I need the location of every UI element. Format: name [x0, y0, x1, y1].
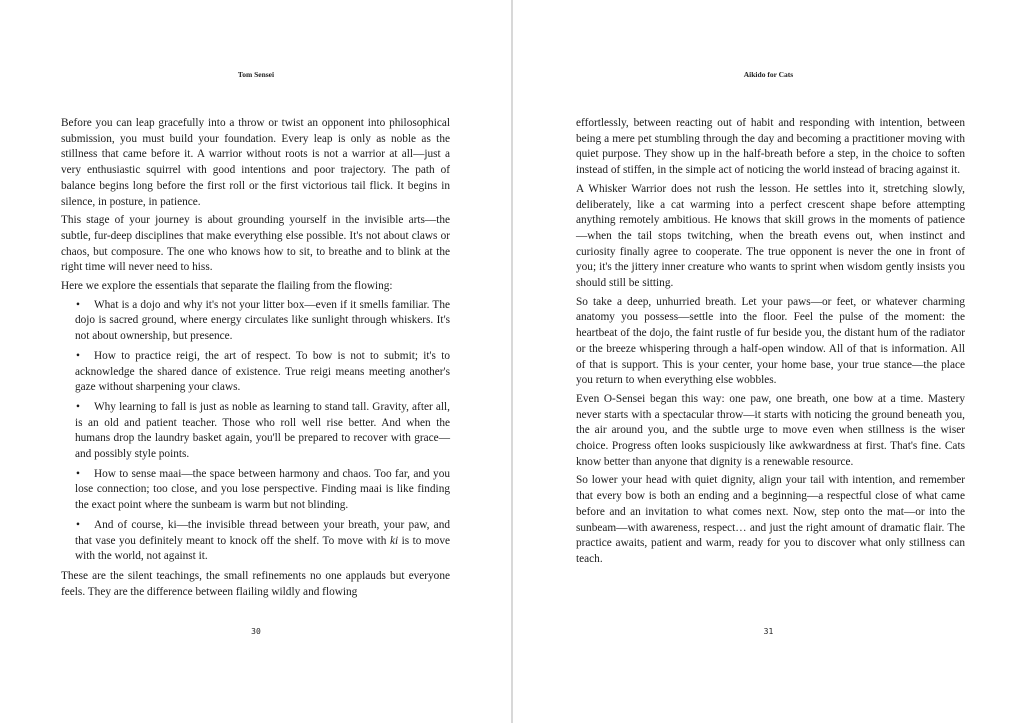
paragraph: So take a deep, unhurried breath. Let your paws—or feet, or whatever charming anatomy you possess—settle into the floor. Feel the pulse of the moment: the heartbeat of the dojo, the faint rustle of fur beside you, the distant hum of the radiator or the breeze whispering through a half-open window. All of that is information. All of that is support. This is your center, your home base, your true stance—the place you return to when everything else wobbles. — [576, 295, 965, 387]
paragraph: So lower your head with quiet dignity, align your tail with intention, and remember that every bow is both an ending and a beginning—a respectful close of what came before and an invitation to what comes next. Now, step onto the mat—or into the sunbeam—with awareness, respect… and just the right amount of dramatic flair. The practice awaits, patient and warm, ready for you to discover what only stillness can teach. — [576, 474, 965, 565]
paragraph: This stage of your journey is about grounding yourself in the invisible arts—the subtle, fur-deep disciplines that make everything else possible. It's not about claws or chaos, but composure. The one who knows how to sit, to breathe and to blink at the right time will never need to hiss. — [61, 214, 450, 274]
ki-text-after: is to move with the world, not against it. — [75, 534, 450, 563]
running-head-title: Aikido for Cats — [743, 70, 794, 79]
running-head-author: Tom Sensei — [237, 70, 275, 79]
list-item: • How to practice reigi, the art of respect. To bow is not to submit; it's to acknowledge the shared dance of existence. True reigi means meeting another's gaze without sharpening your claws. — [75, 349, 450, 394]
paragraph: These are the silent teachings, the small refinements no one applauds but everyone feels. They are the difference between flailing wildly and flowing — [61, 569, 450, 598]
paragraph: A Whisker Warrior does not rush the lesson. He settles into it, stretching slowly, deliberately, like a cat warming into a perfect crescent shape before attempting anything remotely ambitious. He knows that skill grows in the moments of patience—when the tail stops twitching, when the breath evens out, when instinct and curiosity finally agree to cooperate. The true opponent is never the one in front of you; it's the jittery inner creature who wants to sprint when wisdom gently insists you should still be sitting. — [576, 182, 965, 290]
bullet-icon: • — [76, 298, 80, 311]
list-item: • How to sense maai—the space between harmony and chaos. Too far, and you lose connection; too close, and you lose perspective. Finding maai is like finding the exact point where the sunbeam is warm but not blinding. — [75, 467, 450, 512]
right-page — [513, 0, 1024, 723]
bullet-icon: • — [76, 467, 80, 480]
bullet-icon: • — [76, 400, 80, 413]
list-item: • What is a dojo and why it's not your litter box—even if it smells familiar. The dojo is sacred ground, where energy circulates like sunlight through whiskers. It's not about ownership, but presence. — [75, 298, 450, 343]
paragraph: Here we explore the essentials that separate the flailing from the flowing: — [61, 280, 393, 293]
list-item: • Why learning to fall is just as noble as learning to stand tall. Gravity, after all, is an old and patient teacher. Those who roll well rise better. And when the humans drop the laundry basket again, you'll be prepared to recover with grace—and possibly style points. — [75, 400, 450, 461]
paragraph: Before you can leap gracefully into a throw or twist an opponent into philosophical submission, you must build your foundation. Every leap is only as noble as the stillness that came before it. A warrior without roots is not a warrior at all—just a very enthusiastic squirrel with good intentions and poor trajectory. The path of balance begins long before the first roll or the first victorious tail flick. It begins in silence, in posture, in patience. — [61, 117, 450, 208]
list-item — [61, 518, 450, 565]
left-page-body — [61, 116, 450, 603]
page-number-left: 30 — [251, 627, 261, 636]
right-page-body — [576, 116, 965, 571]
ki-text-before: And of course, ki—the invisible thread between your breath, your paw, and that vase you definitely meant to knock off the shelf. To move with — [75, 518, 450, 547]
paragraph: Even O-Sensei began this way: one paw, one breath, one bow at a time. Mastery never starts with a spectacular throw—it starts with noticing the ground beneath you, the air around you, and the subtle urge to move even when stillness is the wiser choice. Progress often looks suspiciously like awkwardness at first. That's fine. Cats know better than anyone that dignity is a renewable resource. — [576, 392, 965, 468]
essentials-list — [61, 298, 450, 565]
bullet-icon: • — [76, 349, 80, 362]
page-number-right: 31 — [763, 627, 774, 636]
ki-term: ki — [389, 534, 399, 547]
paragraph: effortlessly, between reacting out of habit and responding with intention, between being a mere pet stumbling through the day and becoming a practitioner moving with quiet purpose. They show up in the half-breath before a step, in the choice to soften instead of stiffen, in the simple act of noticing the world instead of bracing against it. — [576, 117, 965, 177]
bullet-icon: • — [76, 518, 80, 531]
